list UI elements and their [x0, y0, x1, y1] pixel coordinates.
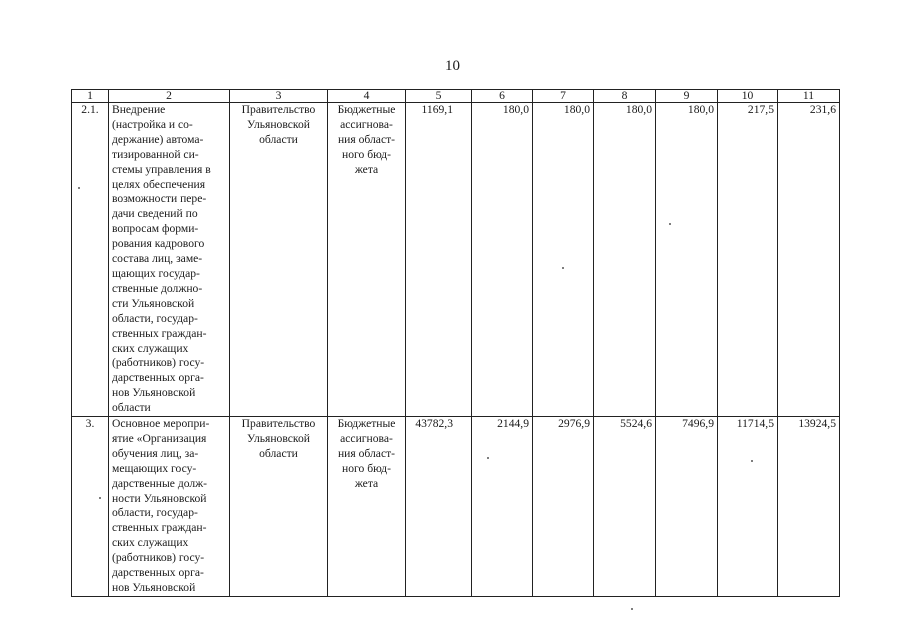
activity-name-line: обучения лиц, за- [112, 446, 199, 460]
budget-table [71, 89, 840, 597]
activity-name-line: ности Ульяновской [112, 491, 207, 505]
scan-speck [631, 608, 633, 610]
column-number-6: 6 [472, 90, 533, 103]
activity-name-line: области, государ- [112, 311, 198, 325]
column-number-11: 11 [778, 90, 840, 103]
funding-source-line: ного бюд- [342, 461, 391, 475]
activity-name-line: вопросам форми- [112, 222, 199, 236]
value-col-6: 180,0 [472, 103, 533, 417]
funding-source-line: ассигнова- [340, 431, 393, 445]
table-row [72, 103, 840, 417]
scan-speck [99, 497, 101, 499]
scan-speck [669, 223, 671, 225]
funding-source-line: жета [354, 476, 379, 490]
executor-line: Ульяновской [247, 431, 310, 445]
scan-speck [751, 460, 753, 462]
activity-name [109, 417, 230, 597]
activity-name-line: ственные должно- [112, 281, 203, 295]
activity-name-line: состава лиц, заме- [112, 252, 203, 266]
activity-name-line: (настройка и со- [112, 117, 193, 131]
activity-name-line: области [112, 401, 151, 415]
value-col-9: 180,0 [656, 103, 718, 417]
activity-name-line: нов Ульяновской [112, 581, 196, 594]
activity-name-line: (работников) госу- [112, 356, 205, 370]
value-col-10: 217,5 [718, 103, 778, 417]
value-col-5: 1169,1 [406, 103, 472, 417]
executor-line: области [259, 446, 298, 460]
activity-name-line: нов Ульяновской [112, 386, 196, 400]
funding-source-line: Бюджетные [337, 103, 396, 116]
column-number-1: 1 [72, 90, 109, 103]
executor-line: области [259, 132, 298, 146]
activity-name-line: тизированной си- [112, 147, 199, 161]
value-col-11: 231,6 [778, 103, 840, 417]
executor [230, 103, 328, 417]
activity-name-line: области, государ- [112, 506, 198, 520]
column-number-9: 9 [656, 90, 718, 103]
value-col-10: 11714,5 [718, 417, 778, 597]
scan-speck [78, 187, 80, 189]
activity-name-line: дарственные долж- [112, 476, 208, 490]
activity-name-line: мещающих госу- [112, 461, 197, 475]
activity-name-line: (работников) госу- [112, 551, 205, 565]
funding-source-line: ния област- [337, 446, 396, 460]
value-col-8: 180,0 [594, 103, 656, 417]
activity-name-line: дарственных орга- [112, 566, 204, 580]
column-number-5: 5 [406, 90, 472, 103]
column-number-7: 7 [533, 90, 594, 103]
executor-line: Правительство [241, 103, 316, 116]
value-col-7: 180,0 [533, 103, 594, 417]
activity-name-line: возможности пере- [112, 192, 207, 206]
executor-line: Ульяновской [247, 117, 310, 131]
column-number-row [72, 90, 840, 103]
value-col-11: 13924,5 [778, 417, 840, 597]
table-row [72, 417, 840, 597]
table-body [72, 90, 840, 597]
scan-speck [562, 267, 564, 269]
column-number-3: 3 [230, 90, 328, 103]
funding-source-line: Бюджетные [337, 417, 396, 431]
activity-name [109, 103, 230, 417]
value-col-7: 2976,9 [533, 417, 594, 597]
activity-name-line: стемы управления в [112, 162, 211, 176]
value-col-5: 43782,3 [406, 417, 472, 597]
funding-source-line: ассигнова- [340, 117, 393, 131]
scan-speck [487, 457, 489, 459]
activity-name-line: ственных граждан- [112, 521, 207, 535]
value-col-8: 5524,6 [594, 417, 656, 597]
activity-name-line: держание) автома- [112, 132, 204, 146]
activity-name-line: дарственных орга- [112, 371, 204, 385]
activity-name-line: ских служащих [112, 341, 189, 355]
activity-name-line: Основное меропри- [112, 417, 210, 431]
activity-name-line: рования кадрового [112, 237, 205, 251]
page-number: 10 [445, 58, 460, 74]
activity-name-line: Внедрение [112, 103, 166, 116]
row-number: 2.1. [72, 103, 109, 417]
column-number-4: 4 [328, 90, 406, 103]
funding-source [328, 417, 406, 597]
executor [230, 417, 328, 597]
executor-line: Правительство [241, 417, 316, 431]
funding-source [328, 103, 406, 417]
activity-name-line: дачи сведений по [112, 207, 198, 221]
funding-source-line: жета [354, 162, 379, 176]
activity-name-line: ственных граждан- [112, 326, 207, 340]
activity-name-line: щающих государ- [112, 266, 200, 280]
activity-name-line: сти Ульяновской [112, 296, 195, 310]
value-col-9: 7496,9 [656, 417, 718, 597]
activity-name-line: ских служащих [112, 536, 189, 550]
value-col-6: 2144,9 [472, 417, 533, 597]
row-number: 3. [72, 417, 109, 597]
column-number-2: 2 [109, 90, 230, 103]
funding-source-line: ного бюд- [342, 147, 391, 161]
activity-name-line: целях обеспечения [112, 177, 206, 191]
activity-name-line: ятие «Организация [112, 431, 207, 445]
funding-source-line: ния област- [337, 132, 396, 146]
column-number-10: 10 [718, 90, 778, 103]
column-number-8: 8 [594, 90, 656, 103]
